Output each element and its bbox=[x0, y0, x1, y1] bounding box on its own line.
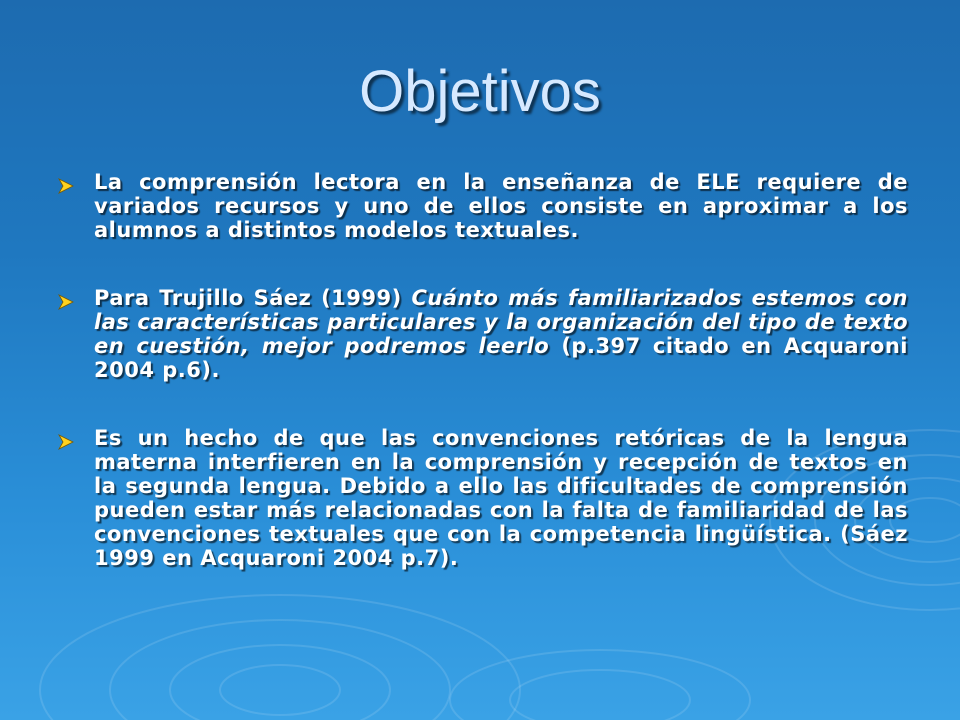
bullet-list bbox=[58, 170, 908, 614]
bullet-text: La comprensión lectora en la enseñanza de ELE requiere de variados recursos y uno de ellos consiste en aproximar a los alumnos a distintos modelos textuales. bbox=[94, 170, 908, 242]
slide-title: Objetivos bbox=[359, 59, 601, 124]
bullet-text bbox=[94, 286, 908, 382]
bullet-item bbox=[58, 170, 908, 242]
bullet-text: Es un hecho de que las convenciones retóricas de la lengua materna interfieren en la comprensión y recepción de textos en la segunda lengua. Debido a ello las dificultades de comprensión pueden estar más relacionadas con la falta de familiaridad de las convenciones textuales que con la competencia lingüística. (Sáez 1999 en Acquaroni 2004 p.7). bbox=[94, 426, 908, 570]
arrow-bullet-icon bbox=[58, 434, 74, 450]
bullet-item bbox=[58, 286, 908, 382]
bullet-citation: (p.397 citado en Acquaroni 2004 p.6). bbox=[94, 334, 909, 382]
arrow-bullet-icon bbox=[58, 294, 74, 310]
bullet-text-prefix: Para Trujillo Sáez (1999) bbox=[94, 286, 412, 310]
bullet-quote: Cuánto más familiarizados estemos con las características particulares y la organización del tipo de texto en cuestión, mejor podremos leerlo bbox=[94, 286, 909, 358]
arrow-bullet-icon bbox=[58, 178, 74, 194]
bullet-item bbox=[58, 426, 908, 570]
